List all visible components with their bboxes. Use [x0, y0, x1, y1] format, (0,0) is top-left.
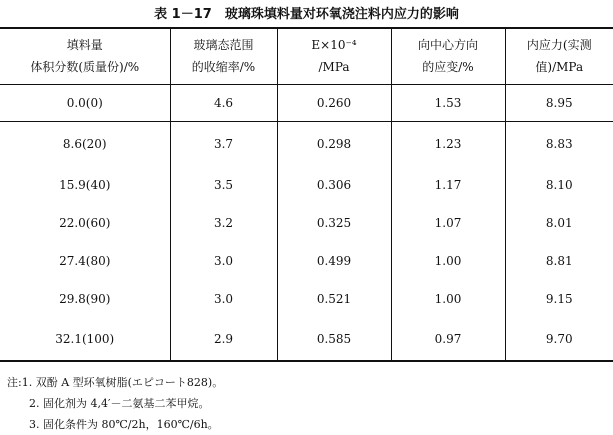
- note-line: 2. 固化剂为 4,4′－二氨基二苯甲烷。: [7, 397, 210, 410]
- cell-filler-amount: 8.6(20): [62, 136, 107, 151]
- cell-filler-amount: 29.8(90): [59, 291, 111, 306]
- cell-shrinkage: 3.5: [170, 166, 277, 204]
- cell-strain: 1.17: [391, 166, 505, 204]
- cell-filler-amount: 22.0(60): [59, 215, 111, 230]
- cell-internal-stress: 8.01: [505, 204, 613, 242]
- table-title: 表 1－17 玻璃珠填料量对环氧浇注料内应力的影响: [154, 7, 459, 22]
- cell-strain: 1.07: [391, 204, 505, 242]
- cell-strain: 1.53: [391, 84, 505, 121]
- cell-internal-stress: 8.81: [505, 242, 613, 280]
- cell-modulus: 0.585: [277, 318, 391, 361]
- cell-strain: 1.00: [391, 242, 505, 280]
- cell-internal-stress: 8.95: [505, 84, 613, 121]
- cell-shrinkage: 3.0: [170, 280, 277, 318]
- table-row: [0, 84, 613, 121]
- cell-shrinkage: 3.7: [170, 121, 277, 166]
- cell-internal-stress: 9.70: [505, 318, 613, 361]
- note-line: 3. 固化条件为 80℃/2h，160℃/6h。: [7, 418, 219, 431]
- cell-filler-amount: 15.9(40): [59, 177, 111, 192]
- cell-internal-stress: 8.83: [505, 121, 613, 166]
- header-strain: 向中心方向 的应变/%: [391, 28, 505, 84]
- cell-shrinkage: 4.6: [170, 84, 277, 121]
- cell-shrinkage: 2.9: [170, 318, 277, 361]
- cell-filler-amount: 32.1(100): [0, 318, 170, 361]
- cell-modulus: 0.306: [277, 166, 391, 204]
- data-table: [0, 27, 613, 362]
- table-notes: [7, 372, 223, 435]
- cell-internal-stress: 9.15: [505, 280, 613, 318]
- cell-modulus: 0.325: [277, 204, 391, 242]
- header-modulus: E×10⁻⁴ /MPa: [277, 28, 391, 84]
- table-row: [0, 121, 613, 166]
- cell-modulus: 0.499: [277, 242, 391, 280]
- table-row: [0, 242, 613, 280]
- table-row: [0, 204, 613, 242]
- cell-strain: 0.97: [391, 318, 505, 361]
- cell-strain: 1.23: [391, 121, 505, 166]
- table-row: [0, 318, 613, 361]
- table-row: [0, 280, 613, 318]
- header-filler-amount: 填料量 体积分数(质量份)/%: [0, 28, 170, 84]
- cell-filler-amount: 0.0(0): [0, 84, 170, 121]
- cell-shrinkage: 3.0: [170, 242, 277, 280]
- cell-strain: 1.00: [391, 280, 505, 318]
- header-internal-stress: 内应力(实测 值)/MPa: [505, 28, 613, 84]
- table-row: [0, 166, 613, 204]
- header-shrinkage: 玻璃态范围 的收缩率/%: [170, 28, 277, 84]
- cell-internal-stress: 8.10: [505, 166, 613, 204]
- cell-modulus: 0.298: [277, 121, 391, 166]
- cell-modulus: 0.521: [277, 280, 391, 318]
- cell-shrinkage: 3.2: [170, 204, 277, 242]
- note-line: 注:1. 双酚 A 型环氧树脂(エピコート828)。: [7, 376, 224, 389]
- cell-filler-amount: 27.4(80): [59, 253, 111, 268]
- cell-modulus: 0.260: [277, 84, 391, 121]
- header-row: [0, 28, 613, 84]
